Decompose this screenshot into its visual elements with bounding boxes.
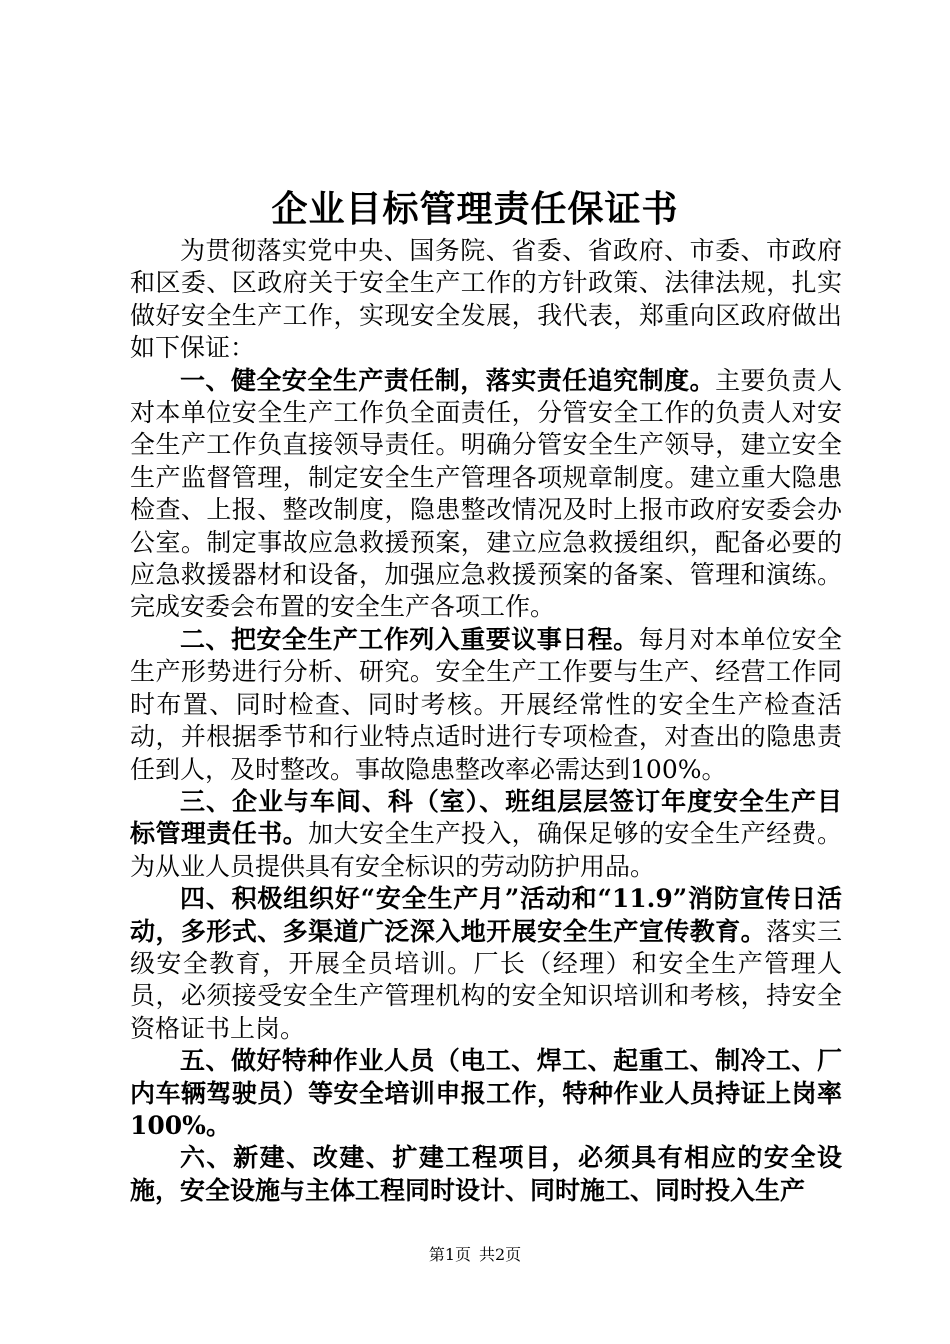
page-footer [0, 1244, 950, 1266]
item-3-heading: 三、企业与车间、科（室）、班组层层签订年度安全生产目标管理责任书。 [130, 786, 842, 849]
page-number: 第1页 [428, 1245, 471, 1264]
item-2-heading: 二、把安全生产工作列入重要议事日程。 [180, 624, 639, 654]
item-6-heading: 六、新建、改建、扩建工程项目，必须具有相应的安全设施，安全设施与主体工程同时设计、同时施工、同时投入生产 [130, 1143, 842, 1205]
item-paragraph-1 [130, 365, 842, 624]
item-5-heading: 五、做好特种作业人员（电工、焊工、起重工、制冷工、厂内车辆驾驶员）等安全培训申报工作，特种作业人员持证上岗率100%。 [130, 1046, 842, 1140]
item-4-heading: 四、积极组织好“安全生产月”活动和“11.9”消防宣传日活动，多形式、多渠道广泛深入地开展安全生产宣传教育。 [130, 884, 842, 946]
item-paragraph-2 [130, 624, 842, 786]
item-2-text: 每月对本单位安全生产形势进行分析、研究。安全生产工作要与生产、经营工作同时布置、同时检查、同时考核。开展经常性的安全生产检查活动，并根据季节和行业特点适时进行专项检查，对查出的隐患责任到人，及时整改。事故隐患整改率必需达到100%。 [130, 624, 842, 784]
document-body [130, 235, 842, 1207]
item-paragraph-6 [130, 1142, 842, 1207]
intro-paragraph: 为贯彻落实党中央、国务院、省委、省政府、市委、市政府和区委、区政府关于安全生产工作的方针政策、法律法规，扎实做好安全生产工作，实现安全发展，我代表，郑重向区政府做出如下保证： [130, 236, 842, 363]
item-1-heading: 一、健全安全生产责任制，落实责任追究制度。 [180, 365, 716, 395]
page-total: 共2页 [479, 1245, 522, 1264]
item-4-text: 落实三级安全教育，开展全员培训。厂长（经理）和安全生产管理人员，必须接受安全生产管理机构的安全知识培训和考核，持安全资格证书上岗。 [130, 916, 842, 1043]
document-title: 企业目标管理责任保证书 [271, 188, 679, 230]
item-paragraph-4 [130, 883, 842, 1045]
item-paragraph-3 [130, 786, 842, 883]
item-1-text: 主要负责人对本单位安全生产工作负全面责任，分管安全工作的负责人对安全生产工作负直接领导责任。明确分管安全生产领导，建立安全生产监督管理，制定安全生产管理各项规章制度。建立重大隐患检查、上报、整改制度，隐患整改情况及时上报市政府安委会办公室。制定事故应急救援预案，建立应急救援组织，配备必要的应急救援器材和设备，加强应急救援预案的备案、管理和演练。完成安委会布置的安全生产各项工作。 [130, 365, 842, 622]
item-paragraph-5 [130, 1045, 842, 1142]
item-3-text: 加大安全生产投入，确保足够的安全生产经费。为从业人员提供具有安全标识的劳动防护用品。 [130, 819, 842, 881]
